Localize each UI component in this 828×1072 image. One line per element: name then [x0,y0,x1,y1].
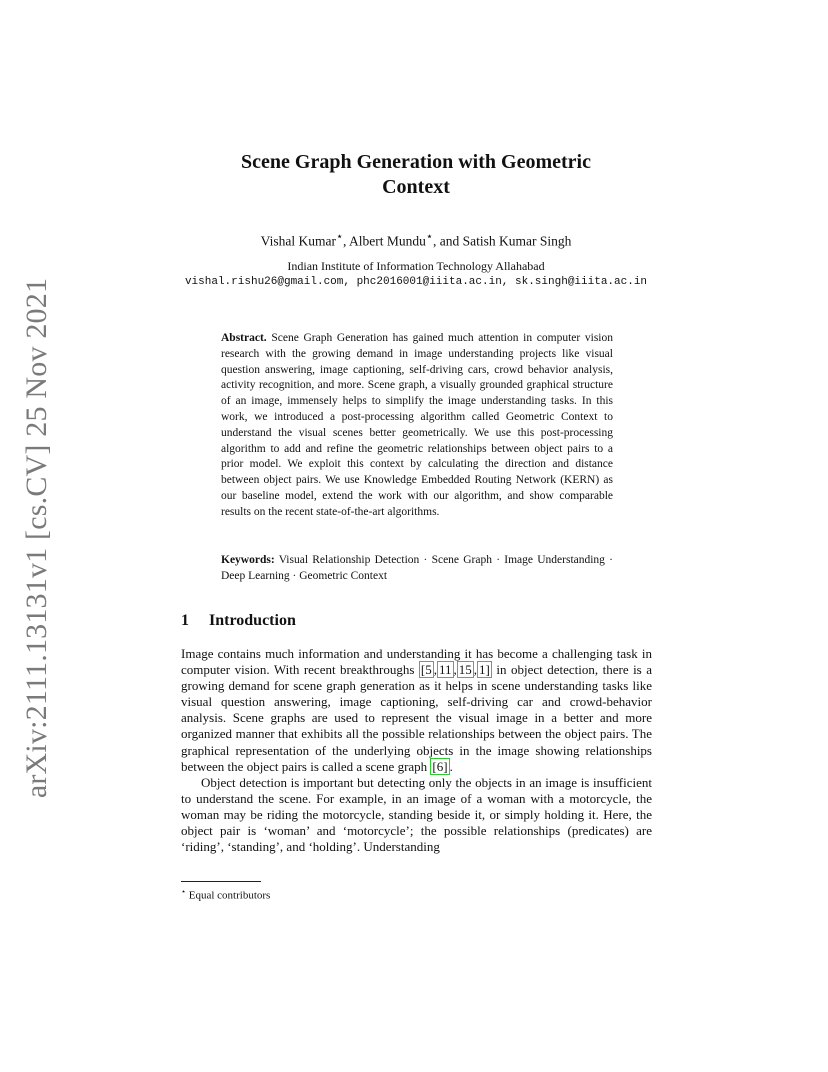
paragraph-text: in object detection, there is a growing demand for scene graph generation as it helps in scene understanding tasks like visual question answering, image captioning, self-driving car and crowd-behavior analysis. Scene graphs are used to represent the visual image in a better and more organized manner that exhibits all the possible relationships between the object pairs. The graphical representation of the underlying objects in the image showing relationships between the object pairs is called a scene graph [181,662,652,774]
keywords [221,553,613,585]
arxiv-identifier: arXiv:2111.13131v1 [cs.CV] 25 Nov 2021 [20,277,53,799]
citation-link[interactable]: 1] [479,662,490,678]
author-list [180,228,652,251]
affiliation: Indian Institute of Information Technology Allahabad [287,259,545,273]
author-separator: , and [432,233,463,249]
author-separator: , [343,233,350,249]
citation-link[interactable]: 11 [439,662,452,678]
footnote-mark: ⋆ [181,887,187,896]
footnote-text: Equal contributors [186,889,271,902]
abstract-label: Abstract. [221,332,267,344]
keywords-label: Keywords: [221,554,275,566]
paragraph: Object detection is important but detecting only the objects in an image is insufficient to understand the scene. For example, in an image of a woman with a motorcycle, the woman may be riding the motorcycle, standing beside it, or simply holding it. Here, the object pair is ‘woman’ and ‘motorcycle’; the possible relationships (predicates) are ‘riding’, ‘standing’, and ‘holding’. Understanding [181,774,652,855]
title-line-2: Context [382,176,450,198]
title-line-1: Scene Graph Generation with Geometric [241,151,591,173]
abstract-text: Scene Graph Generation has gained much attention in computer vision research with the growing demand in image understanding projects like visual question answering, image captioning, self-driving cars, crowd behavior analysis, activity recognition, and more. Scene graph, a visually grounded graphical structure of an image, immensely helps to simplify the image understanding tasks. In this work, we introduced a post-processing algorithm called Geometric Context to understand the visual scenes better geometrically. We use this post-processing algorithm to add and refine the geometric relationships between object pairs to a prior model. We exploit this context by calculating the direction and distance between object pairs. We use Knowledge Embedded Routing Network (KERN) as our baseline model, extend the work with our algorithm, and show comparable results on the recent state-of-the-art algorithms. [221,332,614,518]
keywords-text: Visual Relationship Detection · Scene Graph · Image Understanding · Deep Learning · Geometric Context [221,554,613,582]
equal-contribution-mark: ⋆ [335,231,344,243]
author-name: Satish Kumar Singh [462,233,572,249]
author-name: Vishal Kumar [260,233,336,249]
footnote-rule [181,881,261,882]
abstract [221,331,613,521]
citation-link[interactable]: [6] [432,758,448,774]
paragraph: Image contains much information and understanding it has become a challenging task in computer vision. With recent breakthroughs [5 , 11 , 15 , 1] in object detection, there is a growing demand for scene graph generation as it helps in scene understanding tasks like visual question answering, image captioning, self-driving car and crowd-behavior analysis. Scene graphs are used to represent the visual image in a better and more organized manner that exhibits all the possible relationships between the object pairs. The graphical representation of the underlying objects in the image showing relationships between the object pairs is called a scene graph [6] . [181,646,652,774]
footnote [181,885,270,903]
paper-title [180,150,652,200]
paragraph-text: Image contains much information and understanding it has become a challenging task in computer vision. With recent breakthroughs [181,646,652,678]
section-heading [181,611,296,631]
introduction-body [181,646,652,855]
paragraph-text: . [449,758,453,774]
author-emails: vishal.rishu26@gmail.com, phc2016001@iiita.ac.in, sk.singh@iiita.ac.in [184,276,648,288]
citation-link[interactable]: 15 [458,662,472,678]
author-name: Albert Mundu [349,233,426,249]
citation-link[interactable]: [5 [420,662,432,678]
section-number: 1 [181,612,189,629]
section-title: Introduction [209,612,296,629]
equal-contribution-mark: ⋆ [425,231,433,243]
